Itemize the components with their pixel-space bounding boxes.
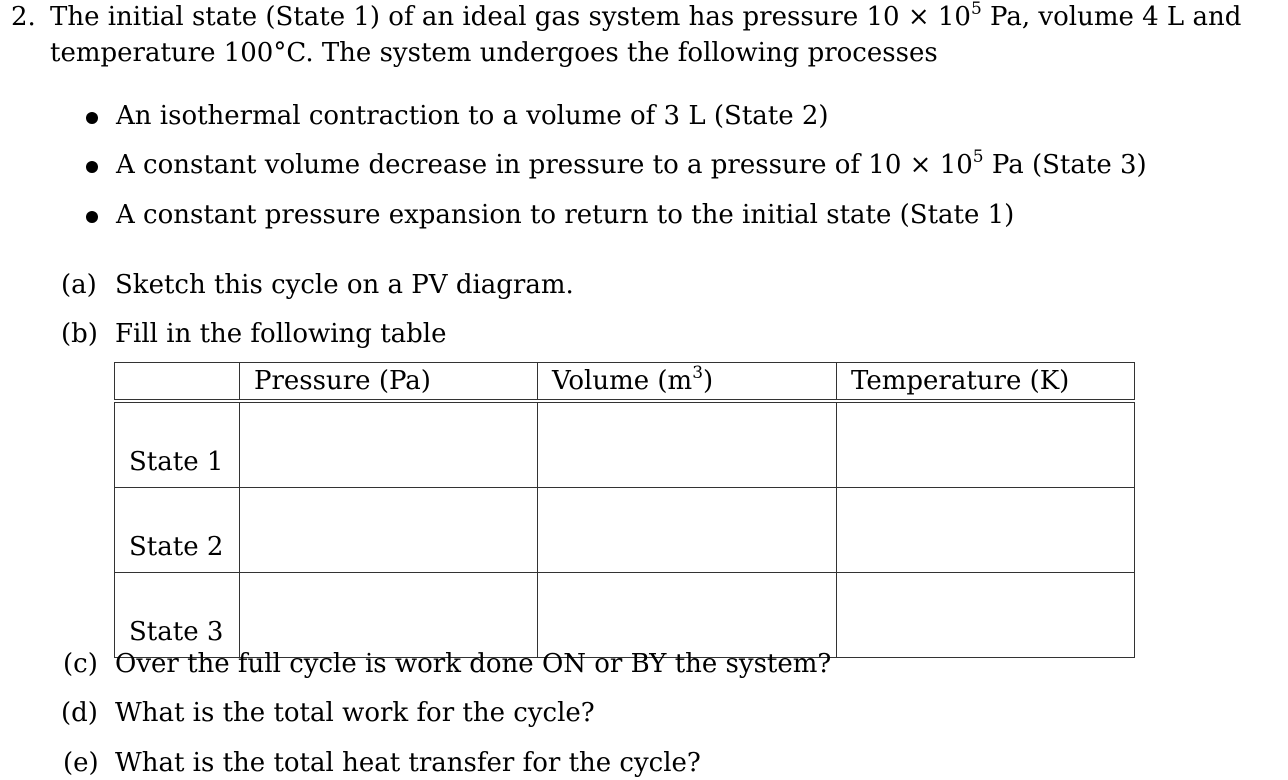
- table-row: [115, 488, 1135, 573]
- cell-state-3-pressure[interactable]: [240, 573, 538, 658]
- question-intro-exponent: 5: [970, 0, 982, 19]
- table-header-row: [115, 363, 1135, 402]
- cell-state-2-pressure[interactable]: [240, 488, 538, 573]
- part-b-label: (b): [61, 319, 98, 349]
- row-label-state-3: State 3: [115, 573, 240, 658]
- question-intro-text-b: Pa, volume 4 L and: [981, 2, 1242, 32]
- part-c-text: Over the full cycle is work done ON or BY the system?: [115, 649, 832, 679]
- header-volume-close: ): [703, 366, 714, 396]
- question-intro-line2: temperature 100°C. The system undergoes the following processes: [50, 38, 938, 68]
- cell-state-3-volume[interactable]: [538, 573, 837, 658]
- cell-state-1-volume[interactable]: [538, 401, 837, 488]
- cell-state-3-temperature[interactable]: [837, 573, 1135, 658]
- header-volume-text: Volume (m: [552, 366, 693, 396]
- header-volume-exponent: 3: [692, 363, 704, 383]
- cell-state-2-temperature[interactable]: [837, 488, 1135, 573]
- bullet-icon: [86, 112, 98, 124]
- table-corner-cell: [115, 363, 240, 402]
- header-temperature: Temperature (K): [837, 363, 1135, 402]
- bullet-icon: [86, 161, 98, 173]
- part-d-text: What is the total work for the cycle?: [115, 698, 595, 728]
- process-item-1: An isothermal contraction to a volume of 3 L (State 2): [116, 101, 829, 131]
- state-table: [114, 362, 1135, 658]
- row-label-state-1: State 1: [115, 401, 240, 488]
- cell-state-1-temperature[interactable]: [837, 401, 1135, 488]
- process-item-3: A constant pressure expansion to return to the initial state (State 1): [116, 200, 1015, 230]
- process-item-2: [116, 147, 1147, 180]
- process-item-2-exponent: 5: [972, 147, 984, 167]
- part-a-text: Sketch this cycle on a PV diagram.: [115, 270, 574, 300]
- part-d-label: (d): [61, 698, 98, 728]
- cell-state-2-volume[interactable]: [538, 488, 837, 573]
- part-e-label: (e): [63, 748, 99, 778]
- part-e-text: What is the total heat transfer for the cycle?: [115, 748, 701, 778]
- part-c-label: (c): [63, 649, 98, 679]
- table-row: [115, 573, 1135, 658]
- cell-state-1-pressure[interactable]: [240, 401, 538, 488]
- part-a-label: (a): [61, 270, 97, 300]
- header-volume: [538, 363, 837, 402]
- process-item-2-text-a: A constant volume decrease in pressure to a pressure of 10 × 10: [116, 150, 973, 180]
- part-b-text: Fill in the following table: [115, 319, 447, 349]
- bullet-icon: [86, 211, 98, 223]
- table-row: [115, 401, 1135, 488]
- header-pressure: Pressure (Pa): [240, 363, 538, 402]
- question-intro-text-a: The initial state (State 1) of an ideal gas system has pressure 10 × 10: [50, 2, 971, 32]
- row-label-state-2: State 2: [115, 488, 240, 573]
- question-number: 2.: [11, 2, 36, 32]
- question-intro-line1: [50, 2, 1241, 32]
- process-item-2-text-b: Pa (State 3): [983, 150, 1147, 180]
